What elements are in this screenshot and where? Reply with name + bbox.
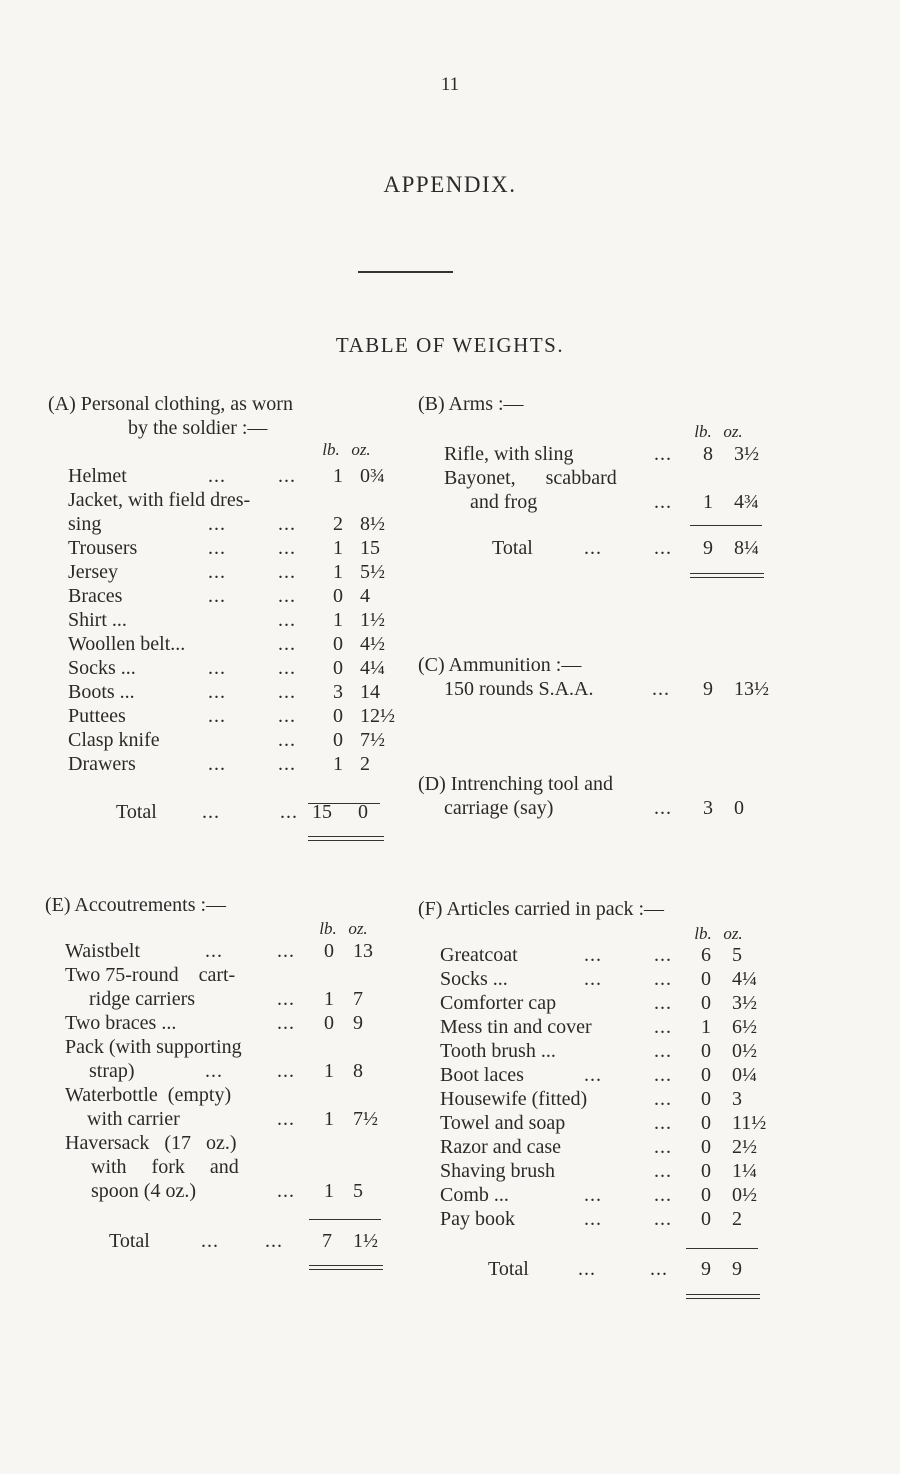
leader-dots: ... <box>280 801 298 823</box>
section-f <box>418 897 768 1280</box>
lb-value: 0 <box>701 1184 711 1206</box>
table-row <box>440 967 760 991</box>
oz-unit: oz. <box>348 919 368 938</box>
total-double-rule <box>686 1294 760 1299</box>
leader-dots: ... <box>654 1064 672 1086</box>
section-d-rows <box>444 796 764 820</box>
table-row <box>68 608 388 632</box>
item-label: Two 75-round cart- <box>65 964 236 986</box>
item-label: Bayonet, scabbard <box>444 467 617 489</box>
oz-value: 4¼ <box>360 657 385 679</box>
table-row <box>68 704 395 728</box>
leader-dots: ... <box>277 940 295 962</box>
leader-dots: ... <box>654 944 672 966</box>
item-label: Rifle, with sling <box>444 443 574 465</box>
lb-value: 3 <box>333 681 343 703</box>
table-row <box>440 1183 760 1207</box>
lb-value: 0 <box>701 1112 711 1134</box>
oz-value: 11½ <box>732 1112 767 1134</box>
oz-value: 0½ <box>732 1184 757 1206</box>
leader-dots: ... <box>278 585 296 607</box>
leader-dots: ... <box>208 465 226 487</box>
lb-value: 0 <box>333 585 343 607</box>
leader-dots: ... <box>208 585 226 607</box>
table-row <box>65 1035 385 1059</box>
lb-unit: lb. <box>694 924 712 943</box>
leader-dots: ... <box>654 1160 672 1182</box>
item-label: Braces <box>68 585 123 607</box>
oz-value: 0¾ <box>360 465 385 487</box>
table-row <box>68 752 388 776</box>
lb-value: 0 <box>324 1012 334 1034</box>
section-b <box>418 392 768 559</box>
lb-value: 8 <box>703 443 713 465</box>
lb-value: 1 <box>333 465 343 487</box>
leader-dots: ... <box>278 465 296 487</box>
item-label: Pack (with supporting <box>65 1036 242 1058</box>
page-number: 11 <box>440 74 460 95</box>
leader-dots: ... <box>208 657 226 679</box>
item-label: Socks ... <box>68 657 136 679</box>
leader-dots: ... <box>654 1112 672 1134</box>
total-rule <box>690 525 762 526</box>
section-f-heading: (F) Articles carried in pack :— <box>418 898 665 920</box>
lb-value: 2 <box>333 513 343 535</box>
leader-dots: ... <box>278 537 296 559</box>
leader-dots: ... <box>208 561 226 583</box>
table-row <box>440 1111 767 1135</box>
oz-value: 15 <box>360 537 380 559</box>
leader-dots: ... <box>584 1208 602 1230</box>
leader-dots: ... <box>654 1208 672 1230</box>
leader-dots: ... <box>654 1088 672 1110</box>
leader-dots: ... <box>654 1016 672 1038</box>
leader-dots: ... <box>278 609 296 631</box>
leader-dots: ... <box>201 1230 219 1252</box>
lb-unit: lb. <box>322 440 340 459</box>
title-divider <box>358 271 453 273</box>
table-row <box>444 490 764 514</box>
lb-value: 1 <box>703 491 713 513</box>
item-label: Waterbottle (empty) <box>65 1084 232 1106</box>
lb-value: 0 <box>701 968 711 990</box>
leader-dots: ... <box>654 537 672 559</box>
total-label: Total <box>109 1230 150 1252</box>
leader-dots: ... <box>650 1258 668 1280</box>
oz-value: 12½ <box>360 705 395 727</box>
lb-value: 1 <box>333 753 343 775</box>
oz-unit: oz. <box>723 422 743 441</box>
leader-dots: ... <box>278 753 296 775</box>
oz-value: 0 <box>734 797 744 819</box>
total-oz: 9 <box>732 1258 742 1280</box>
item-label: Jacket, with field dres- <box>68 489 251 511</box>
lb-value: 1 <box>324 1180 334 1202</box>
lb-value: 1 <box>333 537 343 559</box>
total-oz: 0 <box>358 801 368 823</box>
item-label: Shaving brush <box>440 1160 555 1182</box>
oz-value: 0¼ <box>732 1064 757 1086</box>
table-row <box>65 963 385 987</box>
leader-dots: ... <box>654 1136 672 1158</box>
item-label: Tooth brush ... <box>440 1040 556 1062</box>
oz-value: 8½ <box>360 513 385 535</box>
total-label: Total <box>492 537 533 559</box>
leader-dots: ... <box>654 992 672 1014</box>
oz-value: 4¾ <box>734 491 759 513</box>
table-row <box>440 1063 760 1087</box>
table-row <box>65 1179 385 1203</box>
item-label: sing <box>68 513 102 535</box>
oz-value: 13½ <box>734 678 769 700</box>
section-e-rows <box>65 939 385 1203</box>
lb-value: 1 <box>333 561 343 583</box>
item-label: spoon (4 oz.) <box>91 1180 196 1202</box>
leader-dots: ... <box>278 681 296 703</box>
item-label: Helmet <box>68 465 127 487</box>
section-a-heading-line1: (A) Personal clothing, as worn <box>48 393 293 415</box>
leader-dots: ... <box>278 633 296 655</box>
item-label: Two braces ... <box>65 1012 177 1034</box>
units-header <box>688 422 748 442</box>
oz-value: 5 <box>353 1180 363 1202</box>
total-label: Total <box>116 801 157 823</box>
item-label: Trousers <box>68 537 138 559</box>
oz-value: 6½ <box>732 1016 757 1038</box>
leader-dots: ... <box>277 1060 295 1082</box>
table-row <box>68 560 388 584</box>
oz-value: 3½ <box>732 992 757 1014</box>
item-label: 150 rounds S.A.A. <box>444 678 594 700</box>
item-label: Drawers <box>68 753 136 775</box>
lb-value: 0 <box>333 633 343 655</box>
oz-value: 4 <box>360 585 370 607</box>
table-row <box>68 488 388 512</box>
oz-value: 7½ <box>360 729 385 751</box>
table-row <box>440 1039 760 1063</box>
table-row <box>65 987 385 1011</box>
section-c-rows <box>444 677 769 701</box>
section-a-heading-line2: by the soldier :— <box>128 417 268 439</box>
oz-value: 1½ <box>360 609 385 631</box>
leader-dots: ... <box>208 705 226 727</box>
leader-dots: ... <box>278 729 296 751</box>
oz-unit: oz. <box>351 440 371 459</box>
total-lb: 15 <box>312 801 332 823</box>
oz-value: 1¼ <box>732 1160 757 1182</box>
leader-dots: ... <box>278 657 296 679</box>
oz-value: 5 <box>732 944 742 966</box>
leader-dots: ... <box>584 1064 602 1086</box>
lb-value: 1 <box>324 1108 334 1130</box>
table-row <box>65 1059 385 1083</box>
total-double-rule <box>308 836 384 841</box>
table-row <box>68 464 388 488</box>
oz-unit: oz. <box>723 924 743 943</box>
table-row <box>68 656 388 680</box>
leader-dots: ... <box>202 801 220 823</box>
lb-value: 0 <box>701 1136 711 1158</box>
item-label: Puttees <box>68 705 126 727</box>
oz-value: 13 <box>353 940 373 962</box>
item-label: Socks ... <box>440 968 508 990</box>
leader-dots: ... <box>584 537 602 559</box>
table-row <box>440 943 760 967</box>
section-b-heading: (B) Arms :— <box>418 393 524 415</box>
item-label: Clasp knife <box>68 729 160 751</box>
section-a-heading <box>48 392 388 440</box>
leader-dots: ... <box>278 513 296 535</box>
lb-value: 0 <box>701 1088 711 1110</box>
leader-dots: ... <box>265 1230 283 1252</box>
leader-dots: ... <box>654 797 672 819</box>
item-label: Comb ... <box>440 1184 509 1206</box>
item-label: Waistbelt <box>65 940 141 962</box>
oz-value: 3 <box>732 1088 742 1110</box>
total-lb: 9 <box>703 537 713 559</box>
table-row <box>444 466 764 490</box>
table-row <box>65 939 385 963</box>
table-row <box>65 1107 385 1131</box>
total-oz: 1½ <box>353 1230 378 1252</box>
table-row <box>444 442 764 466</box>
leader-dots: ... <box>584 1184 602 1206</box>
leader-dots: ... <box>208 537 226 559</box>
item-label: Woollen belt... <box>68 633 186 655</box>
lb-value: 0 <box>701 1064 711 1086</box>
table-row <box>68 536 388 560</box>
leader-dots: ... <box>654 1040 672 1062</box>
lb-value: 1 <box>333 609 343 631</box>
leader-dots: ... <box>652 678 670 700</box>
leader-dots: ... <box>208 681 226 703</box>
total-rule <box>309 1219 381 1220</box>
table-row <box>440 1087 760 1111</box>
table-row <box>440 1159 760 1183</box>
lb-value: 1 <box>324 1060 334 1082</box>
leader-dots: ... <box>277 1108 295 1130</box>
table-row <box>68 512 388 536</box>
item-label: strap) <box>89 1060 135 1082</box>
total-double-rule <box>690 573 764 578</box>
table-row <box>444 796 764 820</box>
oz-value: 2 <box>360 753 370 775</box>
leader-dots: ... <box>584 968 602 990</box>
section-a-rows <box>68 464 395 776</box>
oz-value: 2 <box>732 1208 742 1230</box>
oz-value: 7 <box>353 988 363 1010</box>
leader-dots: ... <box>205 940 223 962</box>
item-label: Boot laces <box>440 1064 524 1086</box>
leader-dots: ... <box>277 988 295 1010</box>
table-row <box>65 1011 385 1035</box>
lb-value: 0 <box>701 1160 711 1182</box>
leader-dots: ... <box>277 1180 295 1202</box>
section-f-rows <box>440 943 767 1231</box>
section-a <box>48 392 395 823</box>
oz-value: 14 <box>360 681 380 703</box>
units-header <box>688 924 748 944</box>
oz-value: 0½ <box>732 1040 757 1062</box>
units-header <box>316 440 376 460</box>
lb-value: 3 <box>703 797 713 819</box>
units-header <box>313 919 373 939</box>
item-label: and frog <box>470 491 538 513</box>
leader-dots: ... <box>278 561 296 583</box>
table-title: TABLE OF WEIGHTS. <box>335 333 565 357</box>
total-lb: 9 <box>701 1258 711 1280</box>
total-row <box>65 1229 385 1253</box>
lb-value: 0 <box>333 657 343 679</box>
total-double-rule <box>309 1265 383 1270</box>
section-c-heading: (C) Ammunition :— <box>418 654 582 676</box>
table-row <box>440 1207 760 1231</box>
lb-value: 0 <box>701 992 711 1014</box>
item-label: ridge carriers <box>89 988 196 1010</box>
oz-value: 7½ <box>353 1108 378 1130</box>
table-row <box>68 728 388 752</box>
total-rule <box>686 1248 758 1249</box>
leader-dots: ... <box>654 443 672 465</box>
item-label: Jersey <box>68 561 118 583</box>
section-e-heading: (E) Accoutrements :— <box>45 894 227 916</box>
item-label: Razor and case <box>440 1136 562 1158</box>
total-row <box>444 536 764 560</box>
table-row <box>68 632 388 656</box>
page-title: APPENDIX. <box>383 172 517 197</box>
section-e <box>45 893 390 1252</box>
oz-value: 9 <box>353 1012 363 1034</box>
oz-value: 8 <box>353 1060 363 1082</box>
item-label: Haversack (17 oz.) <box>65 1132 237 1154</box>
leader-dots: ... <box>654 491 672 513</box>
table-row <box>68 680 388 704</box>
total-row <box>440 1257 760 1281</box>
item-label: with fork and <box>91 1156 239 1178</box>
leader-dots: ... <box>278 705 296 727</box>
lb-value: 9 <box>703 678 713 700</box>
lb-value: 1 <box>701 1016 711 1038</box>
leader-dots: ... <box>208 513 226 535</box>
item-label: Boots ... <box>68 681 135 703</box>
total-lb: 7 <box>322 1230 332 1252</box>
leader-dots: ... <box>584 944 602 966</box>
section-d <box>418 772 768 819</box>
item-label: Comforter cap <box>440 992 557 1014</box>
section-d-heading: (D) Intrenching tool and <box>418 773 613 795</box>
leader-dots: ... <box>654 968 672 990</box>
item-label: Shirt ... <box>68 609 127 631</box>
item-label: Pay book <box>440 1208 515 1230</box>
item-label: carriage (say) <box>444 797 554 819</box>
oz-value: 4½ <box>360 633 385 655</box>
table-row <box>440 1135 760 1159</box>
total-oz: 8¼ <box>734 537 759 559</box>
lb-unit: lb. <box>319 919 337 938</box>
table-row <box>68 584 388 608</box>
oz-value: 2½ <box>732 1136 757 1158</box>
item-label: with carrier <box>87 1108 180 1130</box>
table-row <box>65 1155 385 1179</box>
total-label: Total <box>488 1258 529 1280</box>
lb-value: 1 <box>324 988 334 1010</box>
leader-dots: ... <box>205 1060 223 1082</box>
table-row <box>440 1015 760 1039</box>
leader-dots: ... <box>654 1184 672 1206</box>
lb-value: 0 <box>333 729 343 751</box>
leader-dots: ... <box>277 1012 295 1034</box>
lb-value: 0 <box>701 1040 711 1062</box>
lb-value: 0 <box>324 940 334 962</box>
lb-value: 6 <box>701 944 711 966</box>
total-row <box>68 800 388 824</box>
item-label: Towel and soap <box>440 1112 566 1134</box>
oz-value: 5½ <box>360 561 385 583</box>
item-label: Mess tin and cover <box>440 1016 592 1038</box>
section-c <box>418 653 769 700</box>
oz-value: 3½ <box>734 443 759 465</box>
table-row <box>65 1083 385 1107</box>
lb-unit: lb. <box>694 422 712 441</box>
leader-dots: ... <box>208 753 226 775</box>
oz-value: 4¼ <box>732 968 757 990</box>
table-row <box>444 677 769 701</box>
item-label: Greatcoat <box>440 944 518 966</box>
section-b-rows <box>444 442 764 514</box>
table-row <box>440 991 760 1015</box>
leader-dots: ... <box>578 1258 596 1280</box>
lb-value: 0 <box>701 1208 711 1230</box>
lb-value: 0 <box>333 705 343 727</box>
item-label: Housewife (fitted) <box>440 1088 588 1110</box>
table-row <box>65 1131 385 1155</box>
